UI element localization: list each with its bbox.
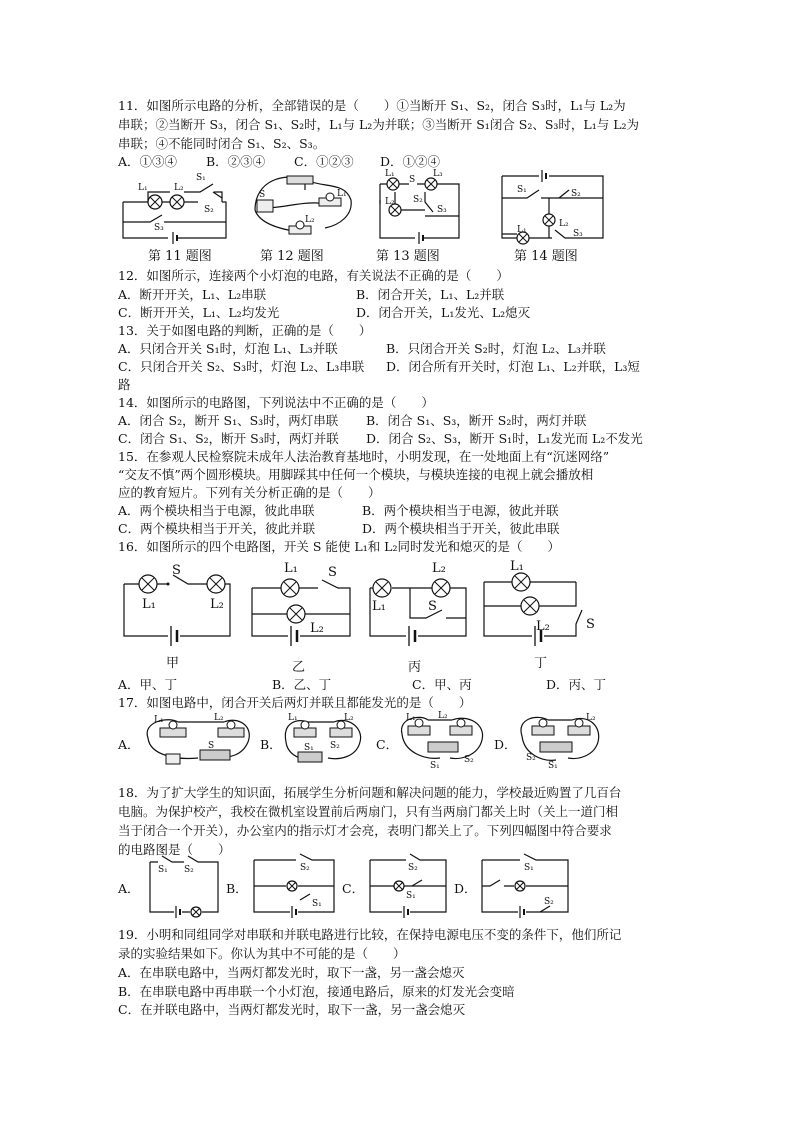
fig18c-label-s1: S₁ (406, 891, 416, 901)
fig13-label-l3: L₃ (433, 169, 443, 179)
figure-16-ding (480, 558, 600, 662)
fig14-label-l2: L₂ (559, 219, 569, 229)
q11-line2: 串联；②当断开 S₃，闭合 S₁、S₂时，L₁与 L₂为并联；③当断开 S₁闭合 S₂、S₃时，L₁与 L₂为 (118, 117, 640, 132)
q13-stem: 13．关于如图电路的判断，正确的是（ ） (118, 323, 372, 338)
figure-18d-circuit (478, 854, 572, 918)
fig13-label-s2: S₂ (413, 195, 423, 205)
q12-option-c[interactable]: C．断开开关，L₁、L₂均发光 (118, 305, 280, 320)
fig17d-label-s1: S₁ (548, 761, 558, 771)
fig17c-label-s2: S₂ (464, 755, 474, 765)
q11-option-c[interactable]: C．①②③ (294, 154, 354, 169)
q17-option-d[interactable]: D． (494, 737, 517, 752)
fig11-label-l1: L₁ (138, 183, 148, 193)
fig16-yi-label-s: S (328, 565, 337, 580)
q12-option-b[interactable]: B．闭合开关，L₁、L₂并联 (356, 287, 505, 302)
q11-option-b[interactable]: B．②③④ (206, 154, 266, 169)
q15-line1: 15．在参观人民检察院未成年人法治教育基地时，小明发现，在一处地面上有“沉迷网络” (118, 449, 610, 464)
figure-13-circuit (375, 169, 463, 244)
q16-option-a[interactable]: A．甲、丁 (118, 677, 178, 692)
fig18b-label-s1: S₁ (312, 899, 322, 909)
q11-line3: 串联；④不能同时闭合 S₁、S₂、S₃。 (118, 136, 326, 151)
fig12-label-l2: L₂ (305, 215, 315, 225)
fig17c-label-s1: S₁ (430, 761, 440, 771)
fig16-jia-label-l2: L₂ (210, 597, 224, 612)
q12-option-a[interactable]: A．断开开关，L₁、L₂串联 (118, 287, 267, 302)
figure-17a-photo (138, 712, 258, 770)
figure-14-circuit (497, 170, 607, 246)
q17-option-a[interactable]: A． (118, 737, 140, 752)
q16-option-c[interactable]: C．甲、丙 (412, 677, 472, 692)
fig13-label-l2: L₂ (385, 197, 395, 207)
q12-stem: 12．如图所示，连接两个小灯泡的电路，有关说法不正确的是（ ） (118, 268, 509, 283)
fig18d-label-s1: S₁ (524, 863, 534, 873)
q18-line1: 18．为了扩大学生的知识面，拓展学生分析问题和解决问题的能力，学校最近购置了几百台 (118, 785, 622, 800)
fig16-ding-label-s: S (586, 617, 595, 632)
fig17a-label-s: S (208, 741, 215, 751)
q11-line1: 11．如图所示电路的分析，全部错误的是（ ）①当断开 S₁、S₂，闭合 S₃时，L₁与 L₂为 (118, 98, 626, 113)
figure-18a-circuit (146, 854, 222, 918)
fig13-label-s3: S₃ (437, 205, 447, 215)
fig17c-label-l2: L₂ (438, 711, 448, 721)
fig13-label-l1: L₁ (385, 169, 395, 179)
fig16-bing-label-s: S (428, 599, 437, 614)
q19-line1: 19．小明和同组同学对串联和并联电路进行比较，在保持电源电压不变的条件下，他们所记 (118, 927, 622, 942)
figure-12-circuit-photo (245, 170, 357, 242)
fig16-yi-label-l2: L₂ (310, 621, 324, 636)
q11-option-a[interactable]: A．①③④ (118, 154, 178, 169)
q13-option-a[interactable]: A．只闭合开关 S₁时，灯泡 L₁、L₃并联 (118, 341, 338, 356)
fig11-label-s2: S₂ (204, 205, 214, 215)
fig17d-label-l2: L₂ (586, 713, 596, 723)
fig18c-label-s2: S₂ (408, 863, 418, 873)
q17-stem: 17．如图电路中，闭合开关后两灯并联且都能发光的是（ ） (118, 695, 472, 710)
fig18d-label-s2: S₂ (544, 897, 554, 907)
q18-option-c[interactable]: C． (342, 881, 365, 896)
q15-option-b[interactable]: B．两个模块相当于电源，彼此并联 (362, 503, 559, 518)
figure-12-caption: 第 12 题图 (260, 249, 324, 264)
q12-option-d[interactable]: D．闭合开关，L₁发光、L₂熄灭 (356, 305, 531, 320)
fig17a-label-l2: L₂ (214, 713, 224, 723)
fig14-label-l1: L₁ (517, 225, 527, 235)
fig16-yi-label-l1: L₁ (284, 561, 298, 576)
figure-16-jia (118, 562, 236, 662)
q16-option-b[interactable]: B．乙、丁 (272, 677, 332, 692)
q19-option-b[interactable]: B．在串联电路中再串联一个小灯泡，接通电路后，原来的灯发光会变暗 (118, 984, 515, 999)
q13-option-d-cont: 路 (118, 377, 131, 392)
q15-option-a[interactable]: A．两个模块相当于电源，彼此串联 (118, 503, 315, 518)
fig16-jia-label-l1: L₁ (142, 597, 156, 612)
fig12-label-l1: L₁ (337, 189, 347, 199)
fig16-label-bing: 丙 (408, 660, 422, 675)
fig18a-label-s1: S₁ (158, 865, 168, 875)
q16-option-d[interactable]: D．丙、丁 (546, 677, 607, 692)
q18-line3: 当于闭合一个开关），办公室内的指示灯才会亮，表明门都关上了。下列四幅图中符合要求 (118, 823, 612, 838)
q18-option-b[interactable]: B． (226, 881, 248, 896)
figure-13-caption: 第 13 题图 (376, 249, 440, 264)
fig17b-label-l1: L₁ (288, 713, 298, 723)
q13-option-c[interactable]: C．只闭合开关 S₂、S₃时，灯泡 L₂、L₃串联 (118, 359, 365, 374)
fig16-label-ding: 丁 (534, 656, 548, 671)
q14-option-c[interactable]: C．闭合 S₁、S₂，断开 S₃时，两灯并联 (118, 431, 339, 446)
q15-option-d[interactable]: D．两个模块相当于开关，彼此串联 (362, 521, 560, 536)
q18-line4: 的电路图是（ ） (118, 842, 231, 857)
q14-stem: 14．如图所示的电路图，下列说法中不正确的是（ ） (118, 395, 434, 410)
q15-option-c[interactable]: C．两个模块相当于开关，彼此并联 (118, 521, 316, 536)
figure-18c-circuit (366, 854, 450, 918)
q15-line3: 应的教育短片。下列有关分析正确的是（ ） (118, 485, 381, 500)
figure-14-caption: 第 14 题图 (514, 249, 578, 264)
q19-option-c[interactable]: C．在并联电路中，当两灯都发光时，取下一盏，另一盏会熄灭 (118, 1002, 466, 1017)
fig13-label-s: S (409, 175, 416, 185)
figure-16-bing (366, 558, 472, 662)
q14-option-d[interactable]: D．闭合 S₂、S₃，断开 S₁时，L₁发光而 L₂不发光 (366, 431, 643, 446)
figure-16-yi (248, 558, 356, 662)
fig17c-label-l1: L₁ (406, 713, 416, 723)
q19-line2: 录的实验结果如下。你认为其中不可能的是（ ） (118, 946, 406, 961)
q13-option-d[interactable]: D．闭合所有开关时，灯泡 L₁、L₂并联，L₃短 (386, 359, 640, 374)
q16-stem: 16．如图所示的四个电路图，开关 S 能使 L₁和 L₂同时发光和熄灭的是（ ） (118, 539, 560, 554)
fig16-ding-label-l1: L₁ (510, 559, 524, 574)
q14-option-a[interactable]: A．闭合 S₂，断开 S₁、S₃时，两灯串联 (118, 413, 339, 428)
q18-line2: 电脑。为保护校产，我校在微机室设置前后两扇门，只有当两扇门都关上时（关上一道门相 (118, 804, 619, 819)
q17-option-b[interactable]: B． (260, 737, 282, 752)
fig11-label-s3: S₃ (154, 223, 164, 233)
fig11-label-s1: S₁ (196, 173, 206, 183)
fig16-ding-label-l2: L₂ (536, 619, 550, 634)
fig16-label-jia: 甲 (166, 656, 180, 671)
q19-option-a[interactable]: A．在串联电路中，当两灯都发光时，取下一盏，另一盏会熄灭 (118, 965, 465, 980)
q18-option-a[interactable]: A． (118, 881, 140, 896)
fig17b-label-s2: S₂ (330, 741, 340, 751)
figure-17d-photo (512, 712, 604, 770)
fig16-bing-label-l2: L₂ (432, 561, 446, 576)
fig16-label-yi: 乙 (292, 660, 306, 675)
fig17b-label-l2: L₂ (344, 713, 354, 723)
fig17d-label-s2: S₂ (526, 753, 536, 763)
q15-line2: “交友不慎”两个圆形模块。用脚踩其中任何一个模块，与模块连接的电视上就会播放相 (118, 467, 594, 482)
q17-option-c[interactable]: C． (376, 737, 399, 752)
fig14-label-s2: S₂ (571, 189, 581, 199)
figure-11-caption: 第 11 题图 (148, 249, 212, 264)
fig16-jia-label-s: S (172, 563, 181, 578)
figure-17b-photo (278, 712, 368, 770)
fig14-label-s1: S₁ (517, 185, 527, 195)
fig14-label-s3: S₃ (573, 229, 583, 239)
q11-option-d[interactable]: D．①②④ (380, 154, 441, 169)
fig18a-label-s2: S₂ (184, 865, 194, 875)
fig17a-label-l1: L₁ (154, 715, 164, 725)
q13-option-b[interactable]: B．只闭合开关 S₂时，灯泡 L₂、L₃并联 (386, 341, 606, 356)
fig18b-label-s2: S₂ (300, 863, 310, 873)
fig12-label-s: S (259, 190, 266, 200)
fig17b-label-s1: S₁ (304, 743, 314, 753)
q14-option-b[interactable]: B．闭合 S₁、S₃，断开 S₂时，两灯并联 (366, 413, 587, 428)
figure-11-circuit (118, 172, 228, 244)
q18-option-d[interactable]: D． (454, 881, 477, 896)
fig16-bing-label-l1: L₁ (372, 599, 386, 614)
figure-18b-circuit (250, 854, 338, 918)
fig11-label-l2: L₂ (174, 183, 184, 193)
figure-17c-photo (394, 712, 492, 770)
